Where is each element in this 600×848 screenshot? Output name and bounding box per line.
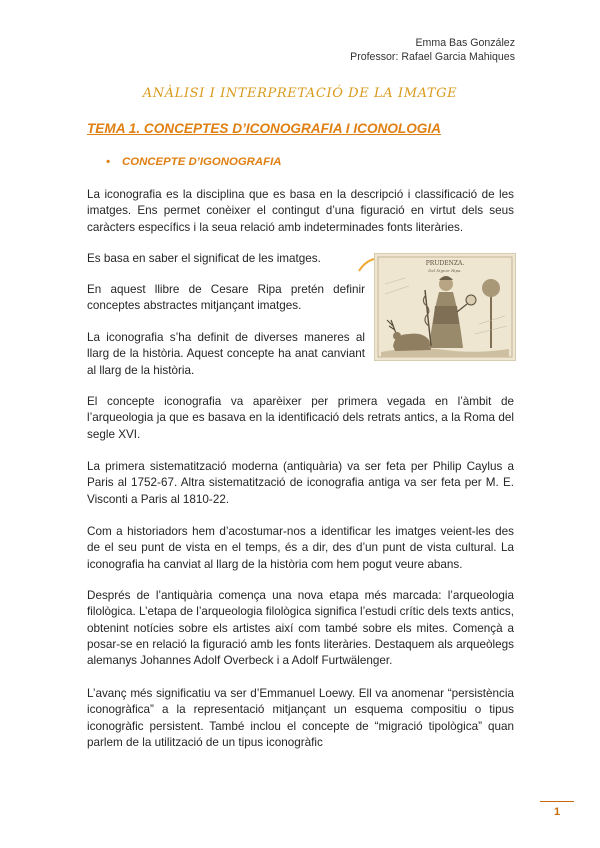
paragraph-6: La primera sistematització moderna (antiquària) va ser feta per Philip Caylus a Paris al 1752-67. Altra sistematització de iconografia antiga va ser feta per M. E. Visconti a Paris al 1810-22. <box>87 460 514 506</box>
paragraph-5: El concepte iconografia va aparèixer per primera vegada en l’àmbit de l’arqueologia ja que es basava en la identificació dels retrats antics, a la Roma del segle XVI. <box>87 395 514 441</box>
subsection-title: CONCEPTE D’IGONOGRAFIA <box>122 156 282 168</box>
prudenza-engraving-image <box>374 253 516 361</box>
page-number: 1 <box>553 806 561 818</box>
paragraph-9: L’avanç més significatiu va ser d’Emmanuel Loewy. Ell va anomenar “persistència iconogràfica” a la representació mitjançant un esquema compositiu o tipus iconogràfic persistent. També inclou el concepte de “migració tipològica” quan parlem de la utilització de un tipus iconogràfic <box>87 687 514 749</box>
figure-caption-top: PRUDENZA. <box>425 260 465 267</box>
subsection-heading <box>106 156 281 168</box>
bullet-icon: • <box>106 156 110 168</box>
paragraph-2: Es basa en saber el significat de les imatges. <box>87 252 321 265</box>
document-title: ANÀLISI I INTERPRETACIÓ DE LA IMATGE <box>142 86 458 101</box>
engraving-illustration <box>375 254 515 360</box>
section-title: TEMA 1. CONCEPTES D’ICONOGRAFIA I ICONOLOGIA <box>87 121 441 136</box>
paragraph-4: La iconografia s’ha definit de diverses maneres al llarg de la història. Aquest concepte ha anat canviant al llarg de la història. <box>87 331 365 377</box>
figure-caption-sub: Del Signor Ripa. <box>428 268 462 273</box>
professor-name: Professor: Rafael Garcia Mahiques <box>350 51 515 63</box>
paragraph-8: Després de l’antiquària comença una nova etapa més marcada: l’arqueologia filològica. L’etapa de l’arqueologia filològica significa l’estudi crític dels texts antics, obtenint notícies sobre els artistes així com també sobre els mites. Començà a posar-se en relació la figuració amb les fonts literàries. Destaquem als arqueòlegs alemanys Johannes Adolf Overbeck i a Adolf Furtwälenger. <box>87 589 514 668</box>
page-header <box>350 36 515 64</box>
paragraph-7: Com a historiadors hem d’acostumar-nos a identificar les imatges veient-les des de el seu punt de vista en el temps, és a dir, des d’un punt de vista cultural. La iconografia ha canviat al llarg de la història com hem pogut veure abans. <box>87 525 514 571</box>
paragraph-3: En aquest llibre de Cesare Ripa pretén definir conceptes abstractes mitjançant imatges. <box>87 283 365 313</box>
paragraph-1: La iconografia es la disciplina que es basa en la descripció i classificació de les imatges. Ens permet conèixer el contingut d’una figuració en virtut dels seus caràcters específics i la seua relació amb indeterminades fonts literàries. <box>87 188 514 234</box>
author-name: Emma Bas González <box>415 37 515 49</box>
footer-rule <box>540 801 574 802</box>
